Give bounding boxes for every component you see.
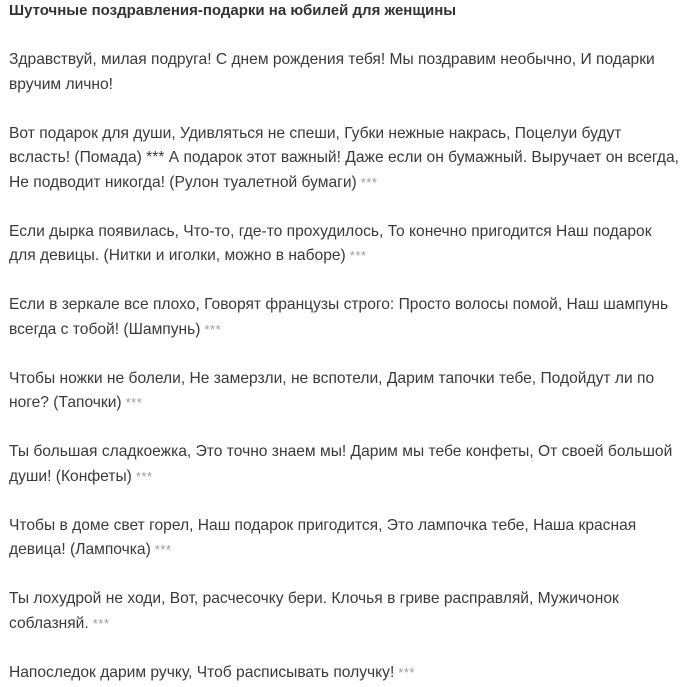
separator-stars: *** [135, 468, 153, 484]
poem-paragraph [9, 122, 681, 196]
poem-text: Чтобы в доме свет горел, Наш подарок пригодится, Это лампочка тебе, Наша красная девица! (Лампочка) [9, 516, 637, 558]
poem-paragraph [9, 514, 681, 563]
poem-text: Ты лохудрой не ходи, Вот, расчесочку бери. Клочья в гриве расправляй, Мужичонок соблазняй. [9, 590, 619, 632]
poem-text: Чтобы ножки не болели, Не замерзли, не вспотели, Дарим тапочки тебе, Подойдут ли по ноге? (Тапочки) [9, 369, 655, 411]
poem-text: Вот подарок для души, Удивляться не спеши, Губки нежные накрась, Поцелуи будут всласть! (Помада) *** А подарок этот важный! Даже если он бумажный. Выручает он всегда, Не подводит никогда! (Рулон туалетной бумаги) [9, 124, 680, 191]
poem-paragraph [9, 440, 681, 489]
article-title: Шуточные поздравления-подарки на юбилей для женщины [9, 2, 457, 19]
poem-text: Здравствуй, милая подруга! С днем рождения тебя! Мы поздравим необычно, И подарки вручим лично! [9, 51, 655, 93]
poem-text: Ты большая сладкоежка, Это точно знаем мы! Дарим мы тебе конфеты, От своей большой души! (Конфеты) [9, 443, 673, 485]
separator-stars: *** [349, 248, 367, 263]
poem-text: Напоследок дарим ручку, Чтоб расписывать получку! [9, 663, 395, 681]
separator-stars: *** [92, 615, 110, 631]
poem-text: Если дырка появилась, Что-то, где-то прохудилось, То конечно пригодится Наш подарок для девицы. (Нитки и иголки, можно в наборе) [9, 222, 652, 264]
poem-text: Если в зеркале все плохо, Говорят французы строго: Просто волосы помой, Наш шампунь всегда с тобой! (Шампунь) [9, 296, 669, 338]
separator-stars: *** [125, 395, 143, 410]
separator-stars: *** [204, 321, 222, 337]
separator-stars: *** [360, 174, 378, 190]
poem-paragraph [9, 661, 681, 686]
poem-list [9, 48, 689, 685]
poem-paragraph [9, 587, 681, 636]
poem-paragraph [9, 48, 681, 97]
poem-paragraph [9, 220, 681, 269]
separator-stars: *** [398, 664, 415, 680]
poem-paragraph [9, 367, 681, 416]
separator-stars: *** [154, 542, 172, 557]
poem-paragraph [9, 293, 681, 342]
